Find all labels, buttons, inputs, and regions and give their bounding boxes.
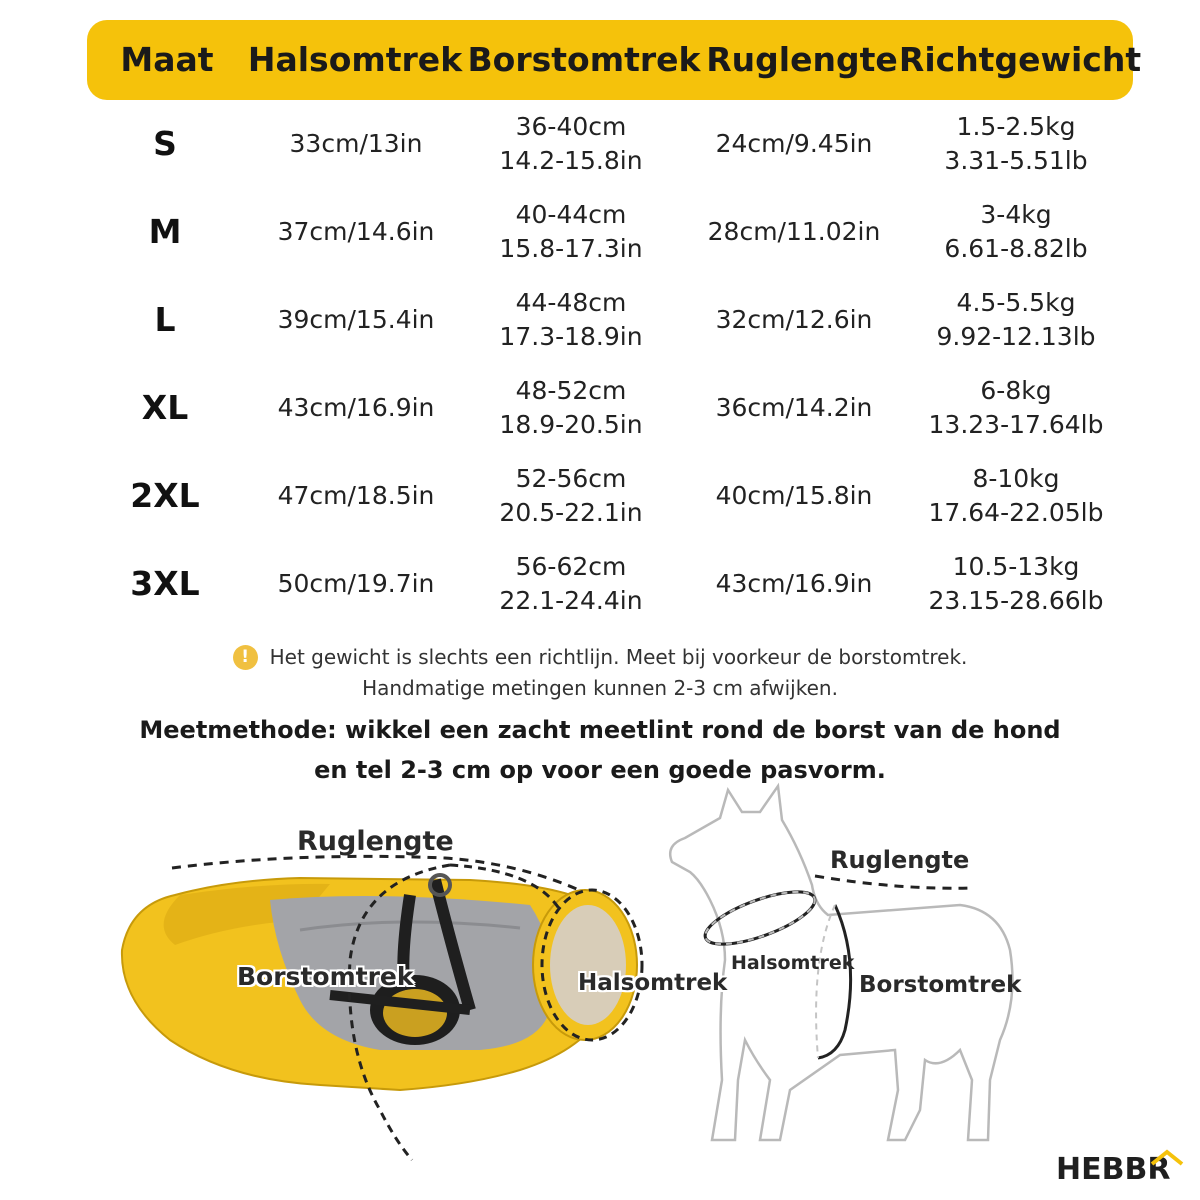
note-line-2: Handmatige metingen kunnen 2-3 cm afwijken. xyxy=(362,676,838,700)
back-cell: 32cm/12.6in xyxy=(715,305,873,334)
back-cell: 24cm/9.45in xyxy=(715,129,873,158)
dog-neck-label: Halsomtrek xyxy=(731,952,855,974)
dog-chest-label: Borstomtrek xyxy=(859,972,1022,998)
chest-in: 14.2-15.8in xyxy=(499,146,643,175)
weight-lb: 9.92-12.13lb xyxy=(936,322,1096,351)
header-size: Maat xyxy=(120,40,214,79)
dog-back-dashed-line xyxy=(815,876,972,888)
neck-cell: 47cm/18.5in xyxy=(277,481,435,510)
chest-in: 22.1-24.4in xyxy=(499,586,643,615)
weight-lb: 3.31-5.51lb xyxy=(944,146,1088,175)
coat-chest-label: Borstomtrek xyxy=(237,962,414,991)
brand-logo: HEBBR xyxy=(1056,1152,1171,1187)
header-neck: Halsomtrek xyxy=(247,40,463,79)
dog-chest-ellipse xyxy=(818,905,851,1058)
header-chest: Borstomtrek xyxy=(467,40,701,79)
logo-roof-icon xyxy=(1150,1148,1184,1166)
neck-cell: 37cm/14.6in xyxy=(277,217,435,246)
back-cell: 36cm/14.2in xyxy=(715,393,873,422)
chest-cm: 44-48cm xyxy=(515,288,627,317)
back-cell: 40cm/15.8in xyxy=(715,481,873,510)
neck-cell: 50cm/19.7in xyxy=(277,569,435,598)
weight-lb: 13.23-17.64lb xyxy=(928,410,1104,439)
method-line-2: en tel 2-3 cm op voor een goede pasvorm. xyxy=(314,756,886,784)
note-text-1: Het gewicht is slechts een richtlijn. Meet bij voorkeur de borstomtrek. xyxy=(269,645,968,669)
size-cell: M xyxy=(148,212,182,251)
neck-cell: 43cm/16.9in xyxy=(277,393,435,422)
chest-in: 17.3-18.9in xyxy=(499,322,643,351)
chest-cm: 52-56cm xyxy=(515,464,627,493)
weight-lb: 23.15-28.66lb xyxy=(928,586,1104,615)
exclamation-icon: ! xyxy=(233,645,258,670)
coat-back-label: Ruglengte xyxy=(297,826,454,857)
weight-kg: 4.5-5.5kg xyxy=(956,288,1076,317)
back-cell: 28cm/11.02in xyxy=(707,217,881,246)
weight-kg: 6-8kg xyxy=(980,376,1052,405)
neck-cell: 33cm/13in xyxy=(289,129,423,158)
dog-back-label: Ruglengte xyxy=(830,846,970,874)
back-cell: 43cm/16.9in xyxy=(715,569,873,598)
chest-cm: 40-44cm xyxy=(515,200,627,229)
coat-neck-label: Halsomtrek xyxy=(578,970,728,996)
chest-in: 15.8-17.3in xyxy=(499,234,643,263)
chest-cm: 48-52cm xyxy=(515,376,627,405)
header-weight: Richtgewicht xyxy=(898,40,1142,79)
weight-lb: 6.61-8.82lb xyxy=(944,234,1088,263)
header-back: Ruglengte xyxy=(706,40,898,79)
chest-in: 20.5-22.1in xyxy=(499,498,643,527)
method-line-1: Meetmethode: wikkel een zacht meetlint rond de borst van de hond xyxy=(139,716,1061,744)
weight-kg: 1.5-2.5kg xyxy=(956,112,1076,141)
neck-cell: 39cm/15.4in xyxy=(277,305,435,334)
size-cell: XL xyxy=(141,388,189,427)
size-cell: S xyxy=(153,124,177,163)
weight-kg: 8-10kg xyxy=(972,464,1060,493)
size-cell: 3XL xyxy=(130,564,200,603)
chest-in: 18.9-20.5in xyxy=(499,410,643,439)
size-cell: 2XL xyxy=(130,476,200,515)
size-cell: L xyxy=(154,300,176,339)
weight-kg: 10.5-13kg xyxy=(952,552,1080,581)
weight-kg: 3-4kg xyxy=(980,200,1052,229)
chest-cm: 56-62cm xyxy=(515,552,627,581)
weight-lb: 17.64-22.05lb xyxy=(928,498,1104,527)
chest-cm: 36-40cm xyxy=(515,112,627,141)
